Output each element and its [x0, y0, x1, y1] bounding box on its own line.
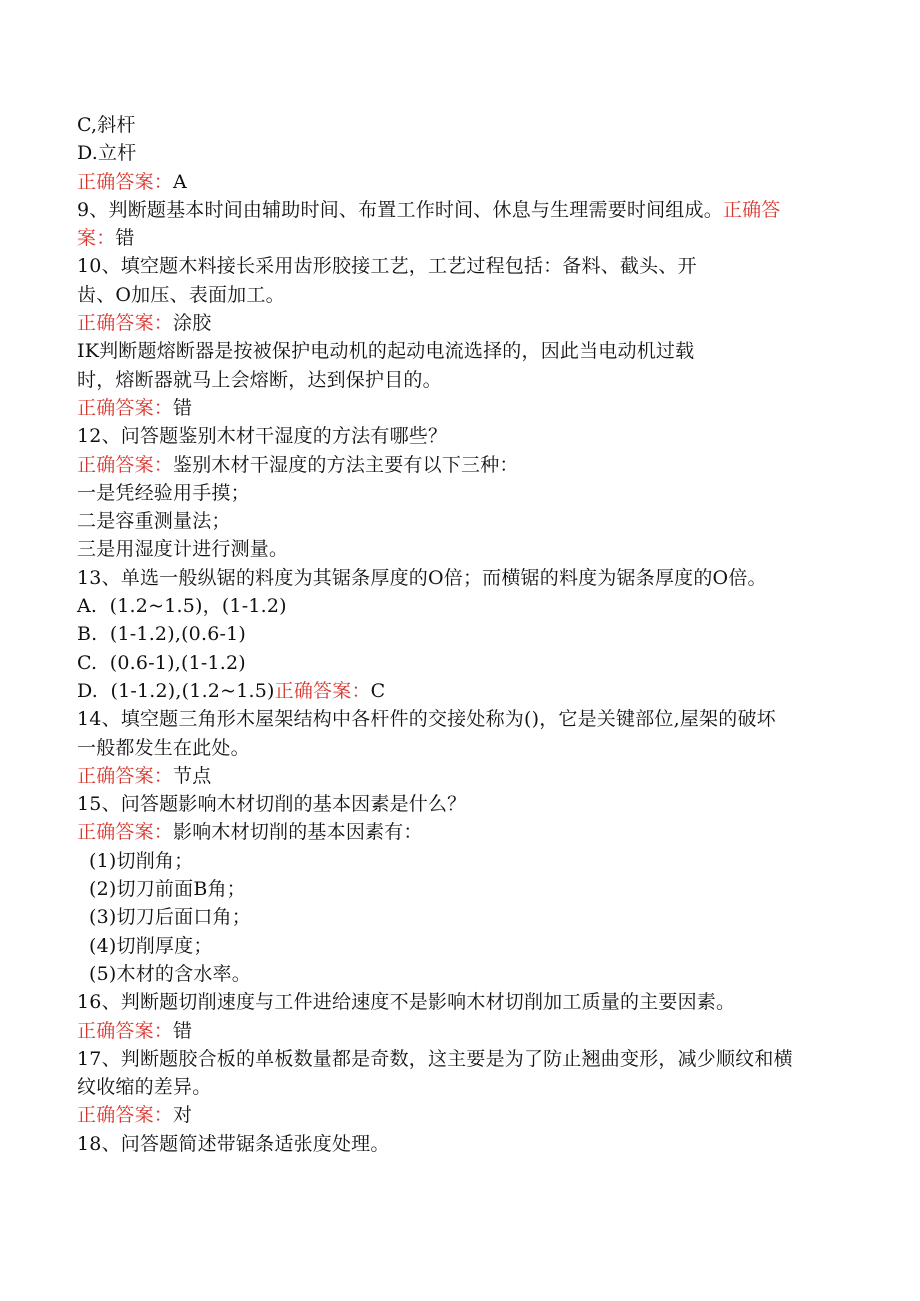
answer-value: A — [173, 170, 187, 193]
answer-detail: (4)切削厚度； — [89, 934, 213, 957]
question-15: 15、问答题影响木材切削的基本因素是什么？ — [77, 793, 467, 816]
question-11-line1: IK判断题熔断器是按被保护电动机的起动电流选择的，因此当电动机过载 — [77, 340, 695, 363]
answer-detail: 二是容重测量法； — [77, 510, 231, 533]
question-17-line1: 17、判断题胶合板的单板数量都是奇数，这主要是为了防止翘曲变形，减少顺纹和横 — [77, 1047, 793, 1070]
answer-line — [77, 1101, 837, 1129]
answer-line — [77, 224, 837, 252]
question-12: 12、问答题鉴别木材干湿度的方法有哪些？ — [77, 425, 448, 448]
option-d-with-answer — [77, 677, 837, 705]
question-16: 16、判断题切削速度与工件进给速度不是影响木材切削加工质量的主要因素。 — [77, 991, 736, 1014]
answer-value: 错 — [173, 1019, 193, 1042]
answer-label: 正确答案： — [77, 1019, 174, 1042]
answer-detail: (2)切刀前面B角； — [89, 878, 246, 901]
question-9 — [77, 196, 837, 224]
answer-line — [77, 1017, 837, 1045]
document-page — [77, 111, 837, 1158]
option-b: B. (1-1.2),(0.6-1) — [77, 623, 247, 646]
answer-label: 正确答案： — [274, 679, 371, 702]
answer-value: 鉴别木材干湿度的方法主要有以下三种： — [173, 453, 519, 476]
answer-detail: (3)切刀后面口角； — [89, 906, 251, 929]
answer-line — [77, 309, 837, 337]
answer-detail: (5)木材的含水率。 — [89, 962, 251, 985]
option-d: D. (1-1.2),(1.2~1.5) — [77, 679, 275, 702]
answer-line — [77, 762, 837, 790]
question-10-line2: 齿、O加压、表面加工。 — [77, 283, 285, 306]
answer-value: 错 — [115, 227, 135, 250]
question-18: 18、问答题简述带锯条适张度处理。 — [77, 1132, 390, 1155]
answer-line — [77, 818, 837, 846]
option-c: C,斜杆 — [77, 114, 136, 136]
question-13: 13、单选一般纵锯的料度为其锯条厚度的O倍；而横锯的料度为锯条厚度的O倍。 — [77, 566, 767, 589]
answer-label: 正确答案： — [77, 396, 174, 419]
answer-line — [77, 168, 837, 196]
answer-detail: 一是凭经验用手摸； — [77, 481, 250, 504]
answer-value: 节点 — [173, 764, 212, 787]
answer-detail: 三是用湿度计进行测量。 — [77, 538, 289, 561]
answer-value: C — [370, 679, 386, 702]
answer-detail: (1)切削角； — [89, 849, 194, 872]
option-a: A. (1.2~1.5)，(1-1.2) — [77, 595, 287, 618]
answer-label: 正确答案： — [77, 764, 174, 787]
answer-label: 正确答案： — [77, 1104, 174, 1127]
question-17-line2: 纹收缩的差异。 — [77, 1076, 212, 1099]
answer-label: 正确答案： — [77, 312, 174, 335]
answer-label-part2: 案： — [77, 227, 116, 250]
answer-value: 涂胶 — [173, 312, 212, 335]
answer-line — [77, 394, 837, 422]
question-text: 9、判断题基本时间由辅助时间、布置工作时间、休息与生理需要时间组成。 — [77, 198, 723, 221]
question-14-line1: 14、填空题三角形木屋架结构中各杆件的交接处称为()，它是关键部位,屋架的破坏 — [77, 708, 776, 731]
question-14-line2: 一般都发生在此处。 — [77, 736, 250, 759]
answer-line — [77, 451, 837, 479]
option-c: C. (0.6-1),(1-1.2) — [77, 651, 246, 674]
answer-value: 错 — [173, 396, 193, 419]
question-11-line2: 时，熔断器就马上会熔断，达到保护目的。 — [77, 368, 442, 391]
question-10-line1: 10、填空题木料接长采用齿形胶接工艺，工艺过程包括：备料、截头、开 — [77, 255, 697, 278]
answer-value: 对 — [173, 1104, 193, 1127]
option-d: D.立杆 — [77, 142, 137, 165]
answer-label-part1: 正确答 — [722, 198, 781, 221]
answer-label: 正确答案： — [77, 453, 174, 476]
answer-label: 正确答案： — [77, 821, 174, 844]
answer-value: 影响木材切削的基本因素有： — [173, 821, 423, 844]
answer-label: 正确答案： — [77, 170, 174, 193]
